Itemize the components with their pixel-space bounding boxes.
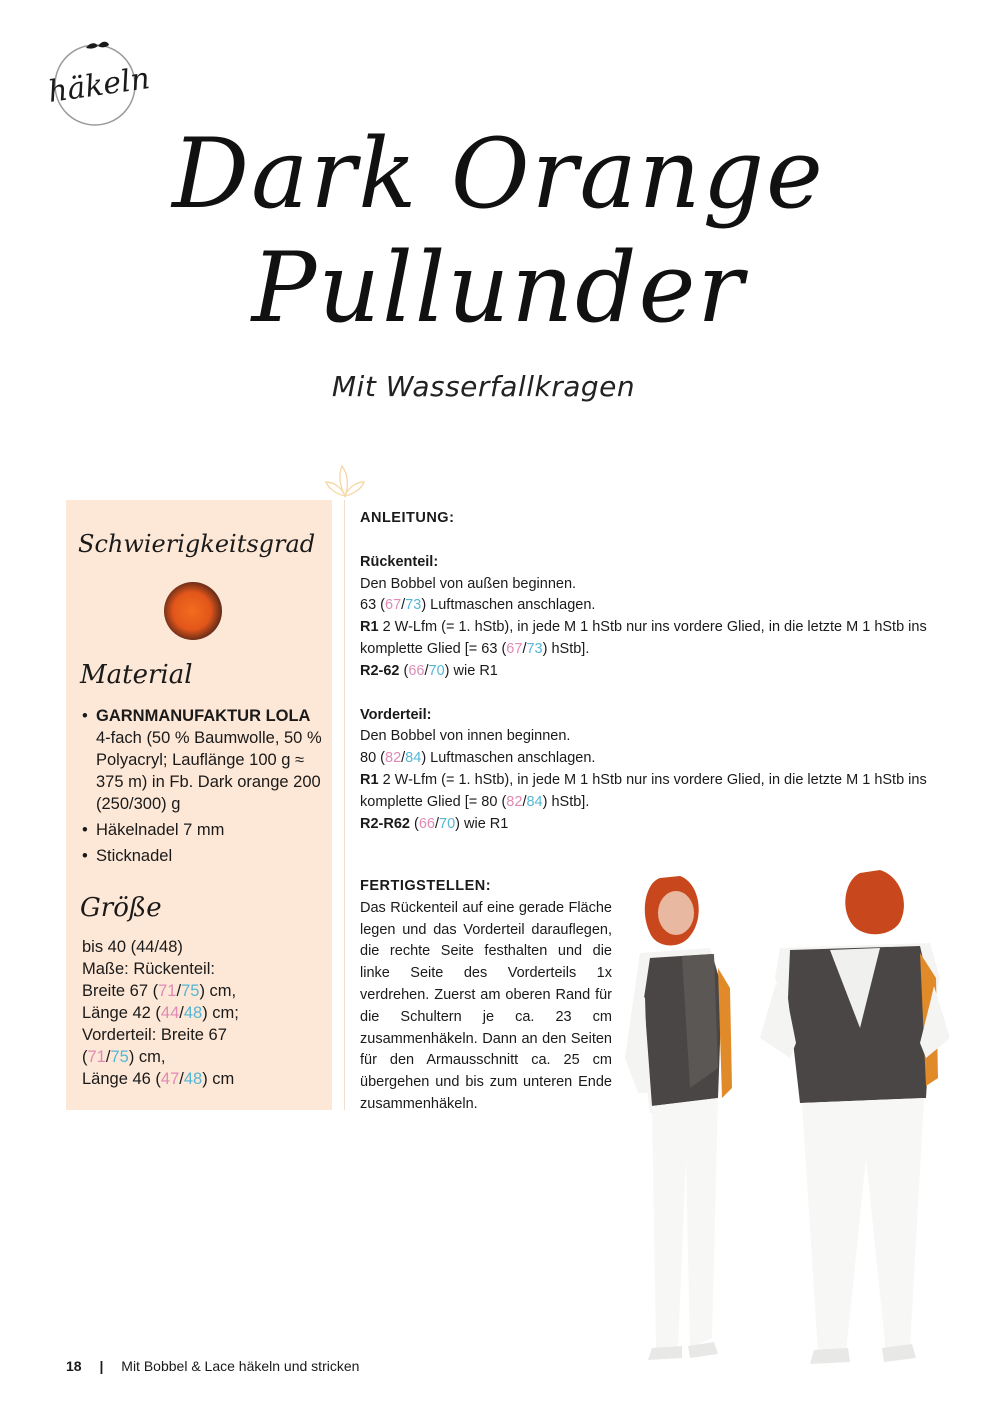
model-figure-right [760,870,950,1364]
finishing-text: Das Rückenteil auf eine gerade Fläche legen und das Vorderteil darauflegen, die rechte Seite festhalten und die linke Seite des Vorderteils 1x verdrehen. Zuerst am oberen Rand für die Schultern je ca. 23 cm zusammenhäkeln. Dann an den Seiten für den Armausschnitt ca. 25 cm übergehen und bis zum unteren Ende zusammenhäkeln. [360,899,612,1112]
difficulty-heading: Schwierigkeitsgrad [78,530,316,558]
back-row-2: R2-62 (66/70) wie R1 [360,662,498,679]
yarn-details: 4-fach (50 % Baumwolle, 50 % Polyacryl; Lauflänge 100 g ≈ 375 m) in Fb. Dark orange 200 (250/300) g [96,729,322,813]
model-photo [590,858,997,1378]
front-row-1: R1 2 W-Lfm (= 1. hStb), in jede M 1 hStb nur ins vordere Glied, in die letzte M 1 hStb ins komplette Glied [= 80 (82/84) hStb]. [360,771,927,810]
page-subtitle: Mit Wasserfallkragen [331,370,636,403]
model-figure-left [625,876,732,1360]
finishing-section [360,876,612,1116]
material-heading: Material [80,660,193,690]
front-row-2: R2-R62 (66/70) wie R1 [360,815,509,832]
front-length: Länge 46 (47/48) cm [82,1070,235,1088]
size-range: bis 40 (44/48) [82,938,183,956]
haekeln-badge [46,40,152,130]
finishing-title: FERTIGSTELLEN: [360,878,492,894]
page-footer [66,1358,359,1374]
column-divider [344,500,345,1110]
front-chain: 80 (82/84) Luftmaschen anschlagen. [360,750,596,767]
page-title-line-1: Dark Orange [172,118,825,230]
back-line-1: Den Bobbel von außen beginnen. [360,575,577,592]
yarn-brand: GARNMANUFAKTUR LOLA [96,707,311,725]
leaf-ornament-icon [322,462,368,500]
back-title: Rückenteil: [360,553,439,570]
yarn-ball-icon [164,582,222,640]
badge-label: häkeln [46,61,152,110]
front-title: Vorderteil: [360,706,432,723]
material-list [82,705,322,871]
material-item-yarn [82,705,322,815]
material-item-hook: • Häkelnadel 7 mm [82,819,322,841]
measures-label: Maße: Rückenteil: [82,960,215,978]
material-item-needle: • Sticknadel [82,845,322,867]
page-number: 18 [66,1358,82,1374]
back-chain: 63 (67/73) Luftmaschen anschlagen. [360,597,596,614]
footer-separator: | [99,1358,104,1374]
size-details [82,936,322,1090]
front-line-1: Den Bobbel von innen beginnen. [360,728,571,745]
instructions [360,508,935,835]
back-width: Breite 67 (71/75) cm, [82,982,237,1000]
back-row-1: R1 2 W-Lfm (= 1. hStb), in jede M 1 hStb nur ins vordere Glied, in die letzte M 1 hStb ins komplette Glied [= 63 (67/73) hStb]. [360,619,927,657]
front-width: (71/75) cm, [82,1048,166,1066]
size-heading: Größe [80,893,162,923]
book-title: Mit Bobbel & Lace häkeln und stricken [121,1358,360,1374]
page-title-line-2: Pullunder [251,232,746,344]
info-sidebar [66,500,332,1110]
instructions-heading: ANLEITUNG: [360,510,455,526]
back-length: Länge 42 (44/48) cm; [82,1004,239,1022]
front-label: Vorderteil: Breite 67 [82,1026,227,1044]
